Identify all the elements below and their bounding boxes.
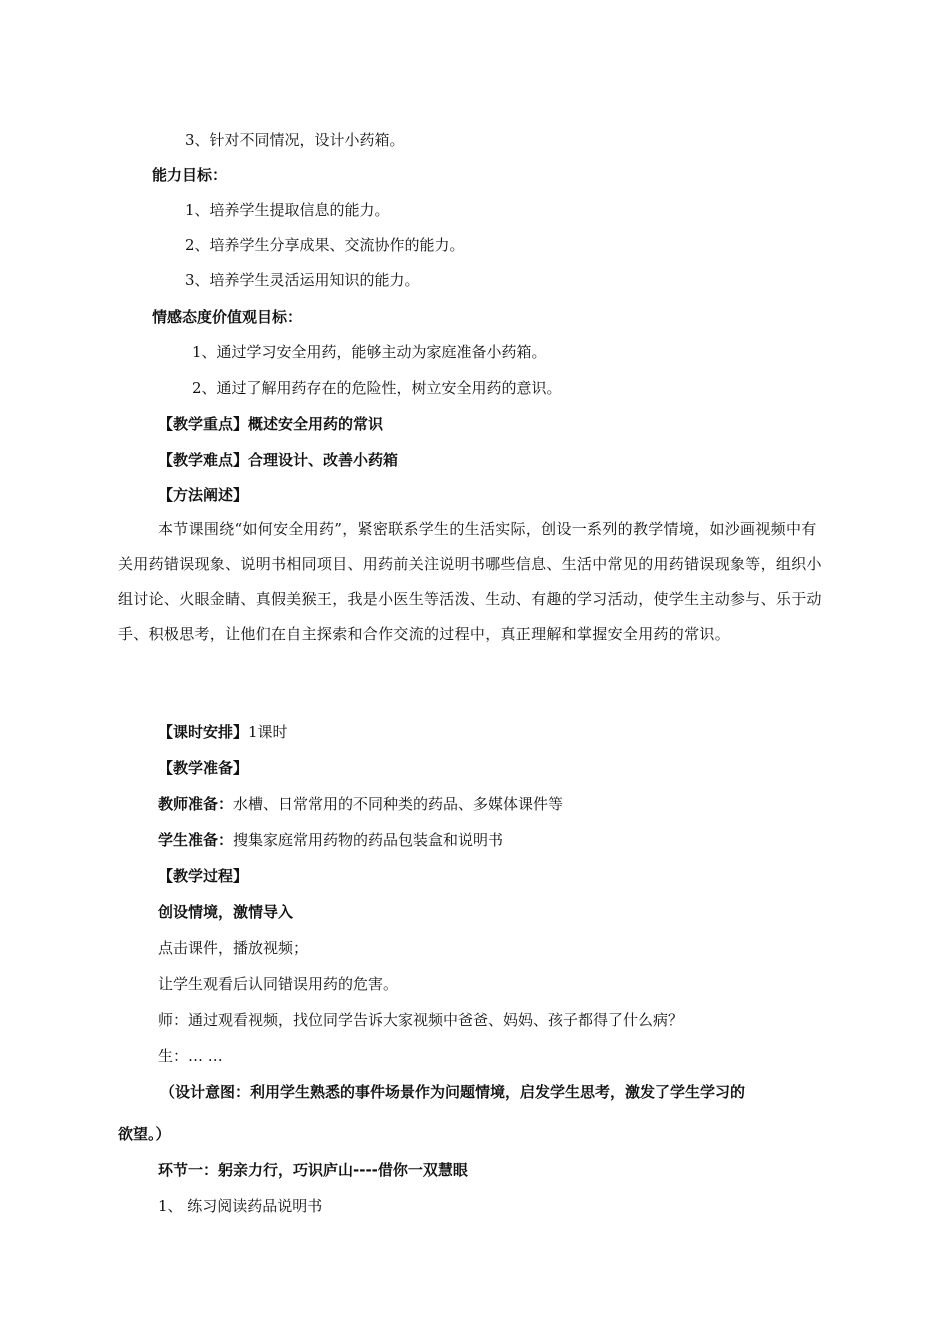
method-heading: 【方法阐述】	[158, 486, 249, 504]
process-line-1: 点击课件，播放视频；	[158, 939, 309, 957]
process-line-3: 师：通过观看视频，找位同学告诉大家视频中爸爸、妈妈、孩子都得了什么病？	[158, 1011, 684, 1029]
ability-item-1: 1、培养学生提取信息的能力。	[185, 201, 390, 219]
emotion-item-1: 1、通过学习安全用药，能够主动为家庭准备小药箱。	[192, 343, 547, 361]
schedule-row	[158, 722, 288, 742]
process-line-2: 让学生观看后认同错误用药的危害。	[158, 975, 399, 993]
difficulty: 【教学难点】合理设计、改善小药箱	[158, 451, 399, 469]
design-intent-line-2: 欲望。）	[118, 1125, 171, 1143]
intro-title: 创设情境，激情导入	[158, 903, 294, 921]
student-prep-value: 搜集家庭常用药物的药品包装盒和说明书	[233, 831, 504, 849]
ability-item-2: 2、培养学生分享成果、交流协作的能力。	[185, 236, 465, 254]
emotion-heading: 情感态度价值观目标：	[152, 308, 303, 326]
student-prep-label: 学生准备：	[158, 831, 234, 849]
teacher-prep-value: 水槽、日常常用的不同种类的药品、多媒体课件等	[233, 795, 564, 813]
schedule-value: 1课时	[248, 723, 288, 741]
section1-title: 环节一：躬亲力行，巧识庐山----借你一双慧眼	[158, 1161, 468, 1179]
teacher-prep	[158, 794, 563, 814]
method-body: 本节课围绕“如何安全用药”，紧密联系学生的生活实际，创设一系列的教学情境，如沙画视频中有关用药错误现象、说明书相同项目、用药前关注说明书哪些信息、生活中常见的用药错误现象等，组织小组讨论、火眼金睛、真假美猴王，我是小医生等活泼、生动、有趣的学习活动，使学生主动参与、乐于动手、积极思考，让他们在自主探索和合作交流的过程中，真正理解和掌握安全用药的常识。	[118, 520, 822, 643]
teacher-prep-label: 教师准备：	[158, 795, 234, 813]
schedule-label: 【课时安排】	[158, 723, 249, 741]
knowledge-item-3: 3、针对不同情况，设计小药箱。	[185, 131, 405, 149]
section1-item-1: 1、 练习阅读药品说明书	[158, 1197, 323, 1215]
ability-heading: 能力目标：	[152, 166, 228, 184]
prep-heading: 【教学准备】	[158, 759, 249, 777]
ability-item-3: 3、培养学生灵活运用知识的能力。	[185, 271, 420, 289]
emotion-item-2: 2、通过了解用药存在的危险性，树立安全用药的意识。	[192, 379, 562, 397]
process-line-4: 生：… …	[158, 1047, 223, 1065]
design-intent-line-1: （设计意图：利用学生熟悉的事件场景作为问题情境，启发学生思考，激发了学生学习的	[160, 1083, 746, 1101]
key-point: 【教学重点】概述安全用药的常识	[158, 415, 384, 433]
process-heading: 【教学过程】	[158, 867, 249, 885]
student-prep	[158, 830, 503, 850]
